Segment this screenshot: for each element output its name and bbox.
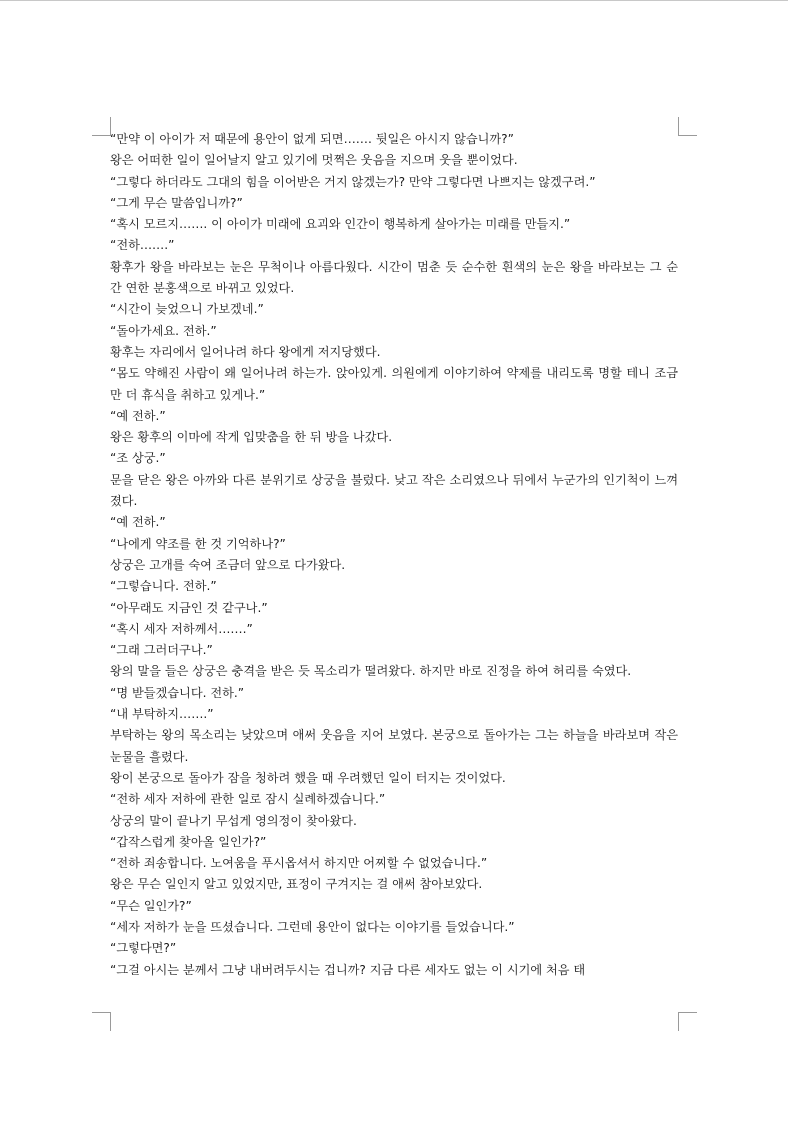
paragraph: “그렇다 하더라도 그대의 힘을 이어받은 거지 않겠는가? 만약 그렇다면 나쁘지는 않겠구려.” (110, 174, 596, 189)
paragraph: “전하…….” (110, 238, 175, 253)
paragraph: 왕은 어떠한 일이 일어날지 알고 있기에 멋쩍은 웃음을 지으며 웃을 뿐이었다. (110, 153, 518, 168)
paragraph: “몸도 약해진 사람이 왜 일어나려 하는가. 앉아있게. 의원에게 이야기하여 약제를 내리도록 명할 테니 조금만 더 휴식을 취하고 있게나.” (110, 366, 678, 402)
paragraph: “조 상궁.” (110, 451, 166, 466)
paragraph: “돌아가세요. 전하.” (110, 323, 217, 338)
paragraph: “그래 그러더구나.” (110, 643, 213, 658)
paragraph: “세자 저하가 눈을 뜨셨습니다. 그런데 용안이 없다는 이야기를 들었습니다.” (110, 919, 515, 934)
paragraph: 부탁하는 왕의 목소리는 낮았으며 애써 웃음을 지어 보였다. 본궁으로 돌아가는 그는 하늘을 바라보며 작은 눈물을 흘렸다. (110, 728, 678, 764)
paragraph: “전하 세자 저하에 관한 일로 잠시 실례하겠습니다.” (110, 792, 386, 807)
paragraph: “그렇다면?” (110, 941, 177, 956)
paragraph: “전하 죄송합니다. 노여움을 푸시옵셔서 하지만 어찌할 수 없었습니다.” (110, 856, 488, 871)
paragraph: 왕이 본궁으로 돌아가 잠을 청하려 했을 때 우려했던 일이 터지는 것이었다. (110, 770, 506, 785)
paragraph: 황후가 왕을 바라보는 눈은 무척이나 아름다웠다. 시간이 멈춘 듯 순수한 흰색의 눈은 왕을 바라보는 그 순간 연한 분홍색으로 바뀌고 있었다. (110, 259, 678, 296)
paragraph: “명 받들겠습니다. 전하.” (110, 685, 245, 700)
paragraph: “만약 이 아이가 저 때문에 용안이 없게 되면……. 뒷일은 아시지 않습니까?” (110, 132, 514, 146)
paragraph: “예 전하.” (110, 408, 166, 423)
paragraph: “나에게 약조를 한 것 기억하나?” (110, 536, 286, 551)
paragraph: 황후는 자리에서 일어나려 하다 왕에게 저지당했다. (110, 344, 381, 359)
paragraph: “혹시 모르지……. 이 아이가 미래에 요괴와 인간이 행복하게 살아가는 미래를 만들지.” (110, 217, 571, 232)
paragraph: 상궁의 말이 끝나기 무섭게 영의정이 찾아왔다. (110, 813, 357, 828)
paragraph: 왕의 말을 들은 상궁은 충격을 받은 듯 목소리가 떨려왔다. 하지만 바로 진정을 하여 허리를 숙였다. (110, 664, 632, 679)
document-body[interactable] (110, 129, 678, 1011)
paragraph: 왕은 무슨 일인지 알고 있었지만, 표정이 구겨지는 걸 애써 참아보았다. (110, 877, 483, 892)
paragraph: “혹시 세자 저하께서…….” (110, 621, 253, 636)
paragraph: “그걸 아시는 분께서 그냥 내버려두시는 겁니까? 지금 다른 세자도 없는 이 시기에 처음 태 (110, 962, 586, 977)
paragraph: “그렇습니다. 전하.” (110, 579, 217, 594)
margin-corner-mark-top-right (678, 117, 697, 136)
paragraph: “내 부탁하지…….” (110, 707, 214, 722)
paragraph: “아무래도 지금인 것 같구나.” (110, 600, 268, 615)
paragraph: 문을 닫은 왕은 아까와 다른 분위기로 상궁을 불렀다. 낮고 작은 소리였으나 뒤에서 누군가의 인기척이 느껴졌다. (110, 472, 678, 509)
paragraph: “갑작스럽게 찾아올 일인가?” (110, 834, 267, 849)
paragraph: “시간이 늦었으니 가보겠네.” (110, 302, 264, 317)
paragraph: 왕은 황후의 이마에 작게 입맞춤을 한 뒤 방을 나갔다. (110, 430, 393, 445)
paragraph: “무슨 일인가?” (110, 898, 192, 913)
paragraph: “예 전하.” (110, 515, 166, 530)
paragraph: “그게 무슨 말씀입니까?” (110, 195, 243, 210)
paragraph: 상궁은 고개를 숙여 조금더 앞으로 다가왔다. (110, 557, 346, 572)
margin-corner-mark-top-left (92, 117, 111, 136)
margin-corner-mark-bottom-right (678, 1012, 697, 1031)
margin-corner-mark-bottom-left (92, 1012, 111, 1031)
